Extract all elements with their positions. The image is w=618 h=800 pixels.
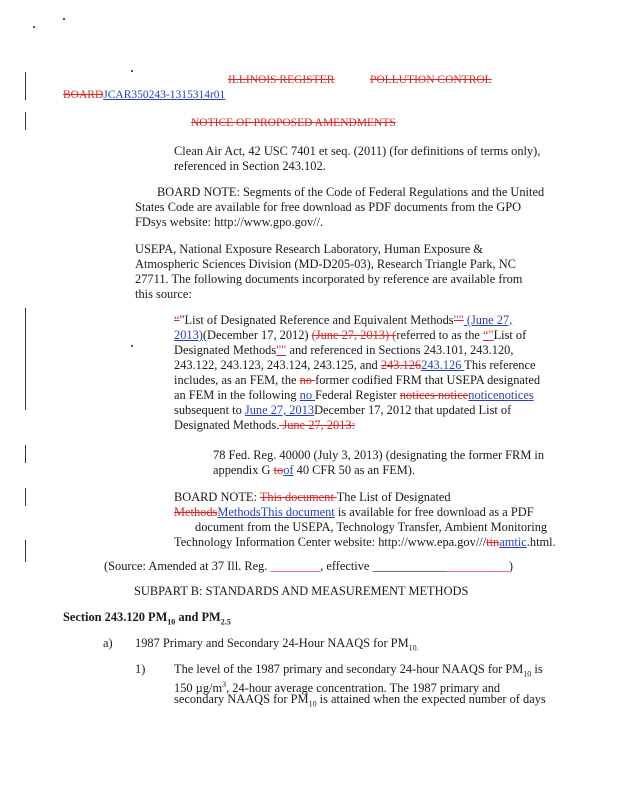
paragraph-line: BOARD NOTE: Segments of the Code of Federal Regulations and the United: [157, 185, 545, 199]
text: is available for free download as a PDF: [334, 505, 534, 519]
change-bar: [25, 488, 26, 506]
inserted-text: (June 27,: [463, 313, 513, 327]
inserted-text: MethodsThis document: [217, 505, 335, 519]
text: subsequent to: [174, 403, 245, 417]
board-title: POLLUTION CONTROL: [370, 74, 492, 86]
text: secondary NAAQS for PM: [174, 692, 309, 706]
inserted-text: noticenotices: [468, 388, 534, 402]
inserted-text: 2013): [174, 328, 203, 342]
text: and PM: [175, 610, 221, 624]
blank-line: __________: [446, 559, 509, 573]
subscript: 10.: [408, 643, 419, 653]
text: is attained when the expected number of days: [316, 692, 546, 706]
text: The List of Designated: [336, 490, 451, 504]
text: Section 243.120 PM: [63, 610, 168, 624]
text: (December 17, 2012): [202, 328, 312, 342]
change-bar: [25, 72, 26, 100]
list-line-3: [174, 343, 513, 358]
text: BOARD NOTE:: [174, 490, 260, 504]
scan-speck: [33, 26, 35, 28]
board-title-cont: BOARD: [63, 89, 104, 101]
subpart-heading: SUBPART B: STANDARDS AND MEASUREMENT METHODS: [134, 584, 469, 598]
board-note-2-line-2: [174, 505, 534, 520]
item-marker: 1): [135, 662, 146, 676]
notice-heading: [191, 117, 396, 129]
text: The level of the 1987 primary and secondary 24-hour NAAQS for PM: [174, 662, 524, 676]
scan-speck: [131, 345, 133, 347]
inserted-text: amtic: [499, 535, 527, 549]
subscript: 2.5: [220, 617, 231, 627]
paragraph-line: USEPA, National Exposure Research Laboratory, Human Exposure &: [135, 242, 484, 256]
list-line-4: [174, 358, 536, 373]
text: an FEM in the following: [174, 388, 300, 402]
text: and referenced in Sections 243.101, 243.120,: [286, 343, 514, 357]
item-marker: a): [103, 636, 113, 650]
text: includes, as an FEM, the: [174, 373, 300, 387]
paragraph-line: referenced in Section 243.102.: [174, 159, 326, 173]
scan-speck: [131, 70, 133, 72]
text: 1987 Primary and Secondary 24-Hour NAAQS for PM: [135, 636, 409, 650]
source-note: [104, 559, 513, 574]
inserted-text: 243.126: [421, 358, 465, 372]
deleted-text: This document: [259, 490, 337, 504]
text: former codified FRM that USEPA designated: [315, 373, 541, 387]
text: .html.: [526, 535, 556, 549]
paragraph-line: document from the USEPA, Technology Transfer, Ambient Monitoring: [195, 520, 548, 534]
scan-speck: [63, 18, 65, 20]
subscript: 10: [523, 669, 532, 679]
inserted-text: June 27, 2013: [244, 403, 315, 417]
text: (Source: Amended at 37 Ill. Reg.: [104, 559, 271, 573]
deleted-text: (June 27, 2013) (: [311, 328, 397, 342]
paragraph-line: States Code are available for free download as PDF documents from the GPO: [135, 200, 522, 214]
change-bar: [25, 308, 26, 410]
change-bar: [25, 445, 26, 463]
list-line-5: [174, 373, 540, 388]
superscript: 3: [222, 680, 227, 689]
fedreg-line-2: [213, 463, 415, 478]
deleted-text: Methods: [174, 505, 218, 519]
text: 150 µg/m: [174, 681, 223, 696]
board-note-2-line-1: [174, 490, 451, 505]
list-line-2: [174, 328, 526, 343]
deleted-text: ttn: [486, 535, 500, 549]
inserted-text: no: [299, 388, 316, 402]
paragraph-line: Atmospheric Sciences Division (MD-D205-03), Research Triangle Park, NC: [135, 257, 516, 271]
paragraph-line: this source:: [135, 287, 192, 301]
deleted-text: "": [453, 313, 464, 327]
list-line-7: [174, 403, 511, 418]
paragraph-line: 27711. The following documents incorporated by reference are available from: [135, 272, 523, 286]
text: Designated Methods: [174, 343, 277, 357]
text: ): [508, 559, 513, 573]
blank-line: ________: [270, 559, 321, 573]
subscript: 10: [167, 617, 176, 627]
text: referred to as the: [396, 328, 483, 342]
text: Designated Methods.: [174, 418, 280, 432]
blank-line: ____________: [372, 559, 447, 573]
deleted-text: “: [174, 313, 180, 327]
item-1-line-3: [174, 692, 546, 711]
text: List of: [493, 328, 527, 342]
paragraph-line: 78 Fed. Reg. 40000 (July 3, 2013) (designating the former FRM in: [213, 448, 545, 462]
text: is: [531, 662, 543, 676]
paragraph-line: Clean Air Act, 42 USC 7401 et seq. (2011) (for definitions of terms only),: [174, 144, 541, 158]
page-header-line2: [63, 89, 225, 101]
text: Technology Information Center website: http://www.epa.gov///: [174, 535, 487, 549]
inserted-text: of: [283, 463, 294, 477]
deleted-text: notices notice: [399, 388, 469, 402]
text: "List of Designated Reference and Equivalent Methods: [179, 313, 454, 327]
change-bar: [25, 112, 26, 130]
text: December 17, 2012 that updated List of: [314, 403, 512, 417]
register-title: ILLINOIS REGISTER: [228, 74, 335, 86]
text: appendix G: [213, 463, 274, 477]
page-header: [228, 74, 334, 86]
deleted-text: no: [299, 373, 316, 387]
notice-title: NOTICE OF PROPOSED AMENDMENTS: [191, 117, 396, 129]
deleted-text: to: [273, 463, 284, 477]
text: This reference: [464, 358, 536, 372]
board-note-2-line-4: [174, 535, 556, 550]
doc-id: JCAR350243-1315314r01: [103, 89, 226, 101]
text: , 24-hour average concentration. The 1987 primary and: [226, 681, 501, 696]
list-line-8: [174, 418, 355, 433]
change-bar: [25, 540, 26, 562]
text: 243.122, 243.123, 243.124, 243.125, and: [174, 358, 381, 372]
paragraph-line: FDsys website: http://www.gpo.gov//.: [135, 215, 324, 229]
text: Federal Register: [315, 388, 400, 402]
deleted-text: 243.126: [380, 358, 422, 372]
section-heading: [63, 610, 231, 629]
text: , effective: [320, 559, 373, 573]
item-a-text: [135, 636, 419, 655]
subscript: 10: [308, 699, 317, 709]
list-line-6: [174, 388, 534, 403]
list-line-1: [174, 313, 512, 328]
changed-text: “": [483, 328, 494, 342]
page-header-board: [370, 74, 492, 86]
text: 40 CFR 50 as an FEM).: [293, 463, 416, 477]
changed-text: "": [276, 343, 287, 357]
deleted-text: June 27, 2013:: [279, 418, 356, 432]
